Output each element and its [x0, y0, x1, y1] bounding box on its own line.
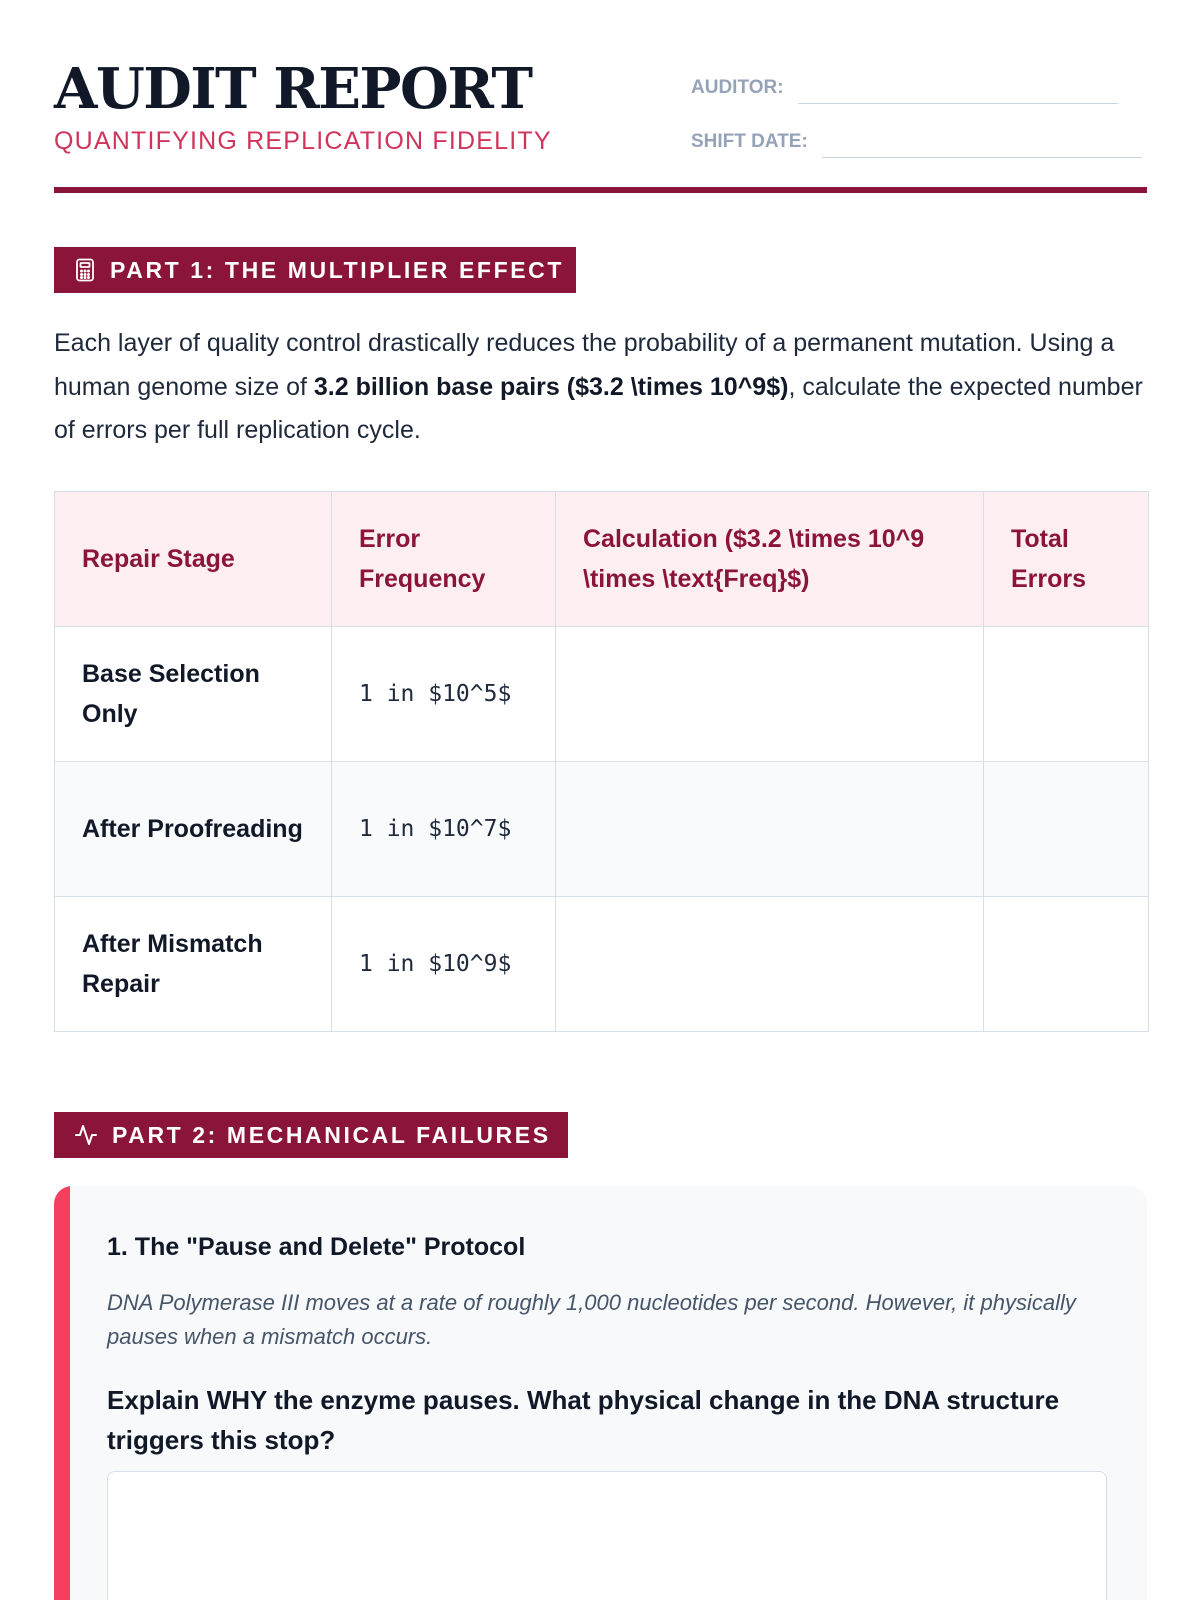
calculation-input-cell[interactable]: [556, 762, 984, 897]
error-calculation-table: [54, 491, 1149, 1032]
table-row: [55, 762, 1149, 897]
error-frequency-cell: 1 in $10^7$: [332, 762, 556, 897]
answer-textarea[interactable]: [107, 1471, 1107, 1600]
column-header-total-errors: Total Errors: [984, 492, 1149, 627]
error-frequency-cell: 1 in $10^9$: [332, 897, 556, 1032]
question-card: [54, 1186, 1147, 1600]
table-row: [55, 897, 1149, 1032]
table-header-row: [55, 492, 1149, 627]
page-subtitle: QUANTIFYING REPLICATION FIDELITY: [54, 127, 552, 155]
column-header-error-frequency: Error Frequency: [332, 492, 556, 627]
auditor-field[interactable]: [798, 74, 1118, 104]
worksheet-page: [54, 0, 1147, 1600]
table-row: [55, 627, 1149, 762]
repair-stage-cell: Base Selection Only: [55, 627, 332, 762]
calculator-icon: [74, 258, 96, 282]
column-header-calculation: Calculation ($3.2 \times 10^9 \times \text{Freq}$): [556, 492, 984, 627]
question-title: 1. The "Pause and Delete" Protocol: [107, 1233, 526, 1261]
auditor-row: [691, 72, 1118, 104]
part1-banner: [54, 247, 576, 293]
repair-stage-cell: After Mismatch Repair: [55, 897, 332, 1032]
card-accent-bar: [54, 1186, 70, 1600]
shift-date-field[interactable]: [822, 128, 1142, 158]
intro-text-end: , calculate the expected number of errors per full replication cycle.: [54, 372, 1143, 444]
intro-text-start: Each layer of quality control drastically reduces the probability of a permanent mutation. Using a human genome size of: [54, 329, 1115, 401]
shift-date-label: SHIFT DATE:: [691, 131, 808, 152]
activity-pulse-icon: [74, 1123, 98, 1147]
question-prompt: Explain WHY the enzyme pauses. What physical change in the DNA structure triggers this stop?: [107, 1385, 1060, 1455]
question-context: DNA Polymerase III moves at a rate of roughly 1,000 nucleotides per second. However, it physically pauses when a mismatch occurs.: [107, 1290, 1076, 1349]
part1-instructions: [54, 322, 1147, 453]
part1-heading: PART 1: THE MULTIPLIER EFFECT: [110, 257, 565, 283]
repair-stage-cell: After Proofreading: [55, 762, 332, 897]
total-errors-input-cell[interactable]: [984, 627, 1149, 762]
header-divider: [54, 187, 1147, 193]
part2-banner: [54, 1112, 568, 1158]
shift-date-row: [691, 126, 1142, 158]
total-errors-input-cell[interactable]: [984, 897, 1149, 1032]
calculation-input-cell[interactable]: [556, 627, 984, 762]
error-frequency-cell: 1 in $10^5$: [332, 627, 556, 762]
part2-heading: PART 2: MECHANICAL FAILURES: [112, 1122, 551, 1148]
page-title: AUDIT REPORT: [54, 56, 532, 122]
total-errors-input-cell[interactable]: [984, 762, 1149, 897]
report-header: [54, 56, 1147, 194]
auditor-label: AUDITOR:: [691, 77, 784, 98]
column-header-repair-stage: Repair Stage: [55, 492, 332, 627]
genome-size-highlight: 3.2 billion base pairs ($3.2 \times 10^9$): [313, 372, 789, 401]
calculation-input-cell[interactable]: [556, 897, 984, 1032]
